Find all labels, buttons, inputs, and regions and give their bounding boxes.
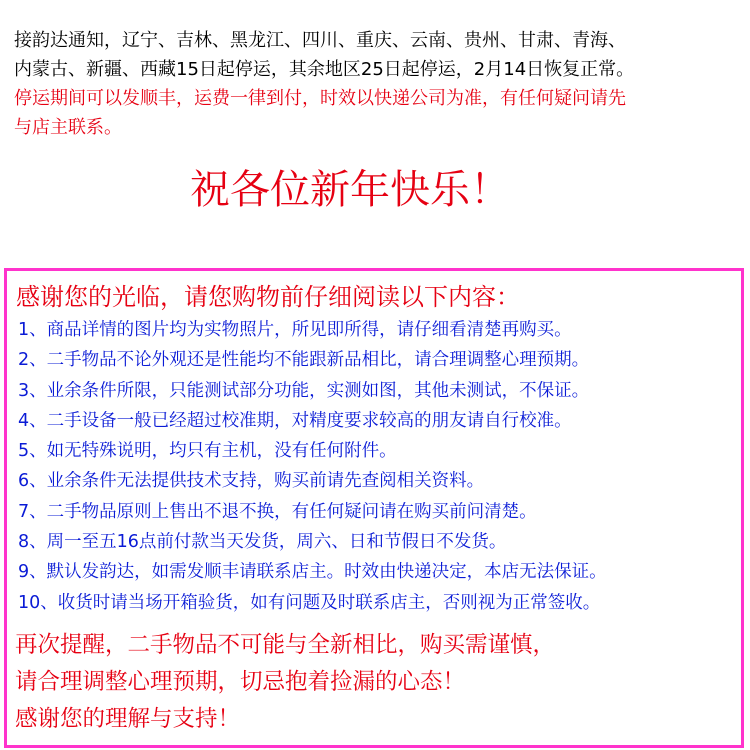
- rule-item: 3、业余条件所限，只能测试部分功能，实测如图，其他未测试，不保证。: [18, 380, 590, 401]
- rules-list: [18, 315, 607, 618]
- new-year-greeting: 祝各位新年快乐！: [190, 167, 510, 213]
- closing-line: 感谢您的理解与支持！: [15, 706, 241, 732]
- notice-red-line-1: 停运期间可以发顺丰，运费一律到付，时效以快递公司为准，有任何疑问请先: [14, 88, 626, 109]
- closing-line: 请合理调整心理预期，切忌抱着捡漏的心态！: [15, 669, 466, 695]
- notice-red-line-2: 与店主联系。: [14, 117, 122, 138]
- closing-line: 再次提醒，二手物品不可能与全新相比，购买需谨慎，: [15, 632, 556, 658]
- rules-title: 感谢您的光临，请您购物前仔细阅读以下内容：: [16, 283, 520, 311]
- rule-item: 9、默认发韵达，如需发顺丰请联系店主。时效由快递决定，本店无法保证。: [18, 562, 607, 583]
- rule-item: 1、商品详情的图片均为实物照片，所见即所得，请仔细看清楚再购买。: [18, 320, 572, 340]
- rule-item: 2、二手物品不论外观还是性能均不能跟新品相比，请合理调整心理预期。: [18, 350, 590, 371]
- closing-reminder: [15, 627, 555, 738]
- rule-item: 4、二手设备一般已经超过校准期，对精度要求较高的朋友请自行校准。: [18, 410, 572, 431]
- purchase-rules-box: [4, 268, 744, 748]
- rule-item: 8、周一至五16点前付款当天发货，周六、日和节假日不发货。: [18, 532, 507, 553]
- rule-item: 6、业余条件无法提供技术支持，购买前请先查阅相关资料。: [18, 471, 485, 492]
- rule-item: 5、如无特殊说明，均只有主机，没有任何附件。: [18, 441, 397, 462]
- shipping-notice: [14, 26, 738, 142]
- rule-item: 7、二手物品原则上售出不退不换，有任何疑问请在购买前问清楚。: [18, 501, 537, 522]
- notice-line-2: 内蒙古、新疆、西藏15日起停运，其余地区25日起停运，2月14日恢复正常。: [14, 59, 635, 80]
- notice-line-1: 接韵达通知，辽宁、吉林、黑龙江、四川、重庆、云南、贵州、甘肃、青海、: [14, 30, 626, 51]
- rule-item: 10、收货时请当场开箱验货，如有问题及时联系店主，否则视为正常签收。: [18, 592, 601, 613]
